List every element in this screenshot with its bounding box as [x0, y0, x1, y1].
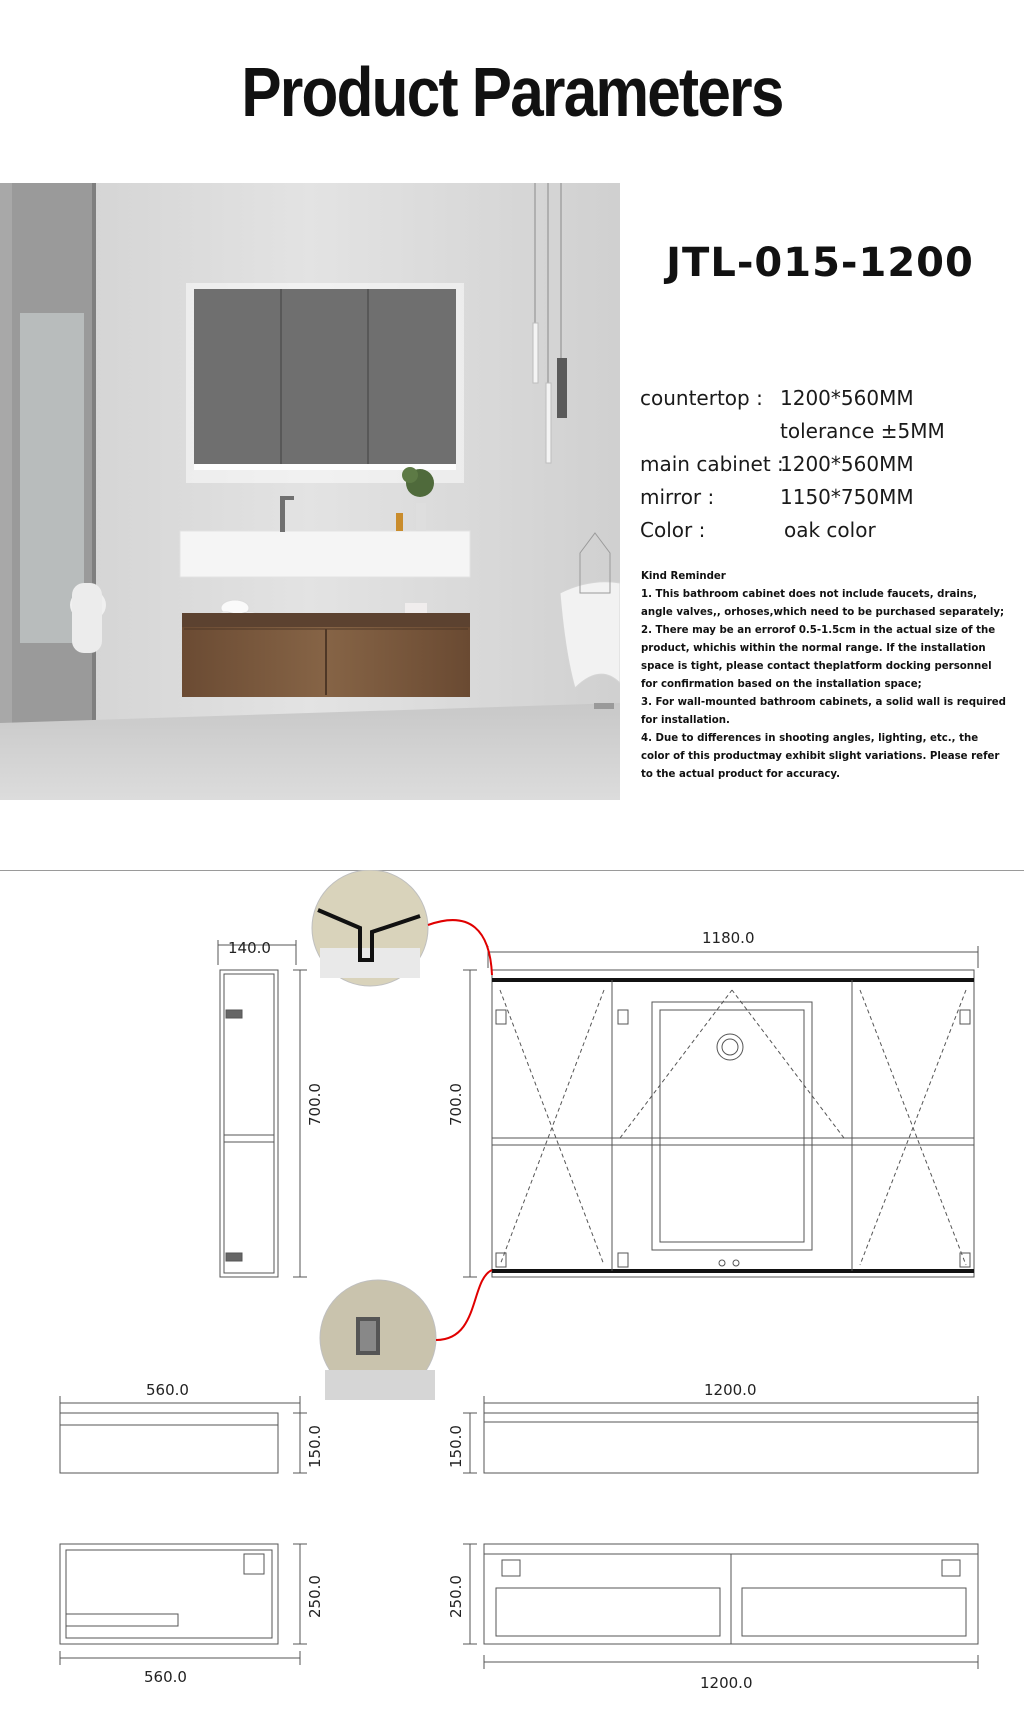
- dim-cabinet-width: 1200.0: [700, 1674, 753, 1692]
- spec-label: countertop :: [640, 386, 763, 410]
- callout-line-top: [428, 920, 492, 975]
- detail-circle-bottom: [320, 1280, 436, 1400]
- countertop: [180, 531, 470, 577]
- dim-cabinet-height-side: 250.0: [306, 1575, 324, 1618]
- spec-value: oak color: [784, 518, 876, 542]
- faucet: [280, 496, 285, 532]
- spec-label: main cabinet :: [640, 452, 784, 476]
- toilet: [72, 583, 102, 653]
- speaker-icon: [717, 1034, 743, 1060]
- mirror-cabinet: [194, 289, 456, 464]
- spec-label: Color :: [640, 518, 706, 542]
- dim-cabinet-height-front: 250.0: [447, 1575, 465, 1618]
- countertop-front-view: [463, 1396, 978, 1473]
- spec-value: tolerance ±5MM: [780, 419, 945, 443]
- dim-countertop-height-front: 150.0: [447, 1425, 465, 1468]
- callout-line-bottom: [436, 1270, 492, 1340]
- spec-value: 1200*560MM: [780, 452, 914, 476]
- reminder-item: 1. This bathroom cabinet does not include faucets, drains, angle valves,, orhoses,which need to be purchased separately;: [641, 589, 1005, 618]
- technical-drawings: [0, 870, 1024, 1734]
- dim-mirror-width: 1180.0: [702, 929, 755, 947]
- cabinet-front-view: [463, 1544, 978, 1669]
- mirror-front-view: [463, 946, 978, 1277]
- reminder-item: 2. There may be an errorof 0.5-1.5cm in the actual size of the product, whichis within the normal range. If the installation space is tight, please contact theplatform docking personnel for confirmation based on the installation space;: [641, 625, 996, 690]
- dim-mirror-height-side: 700.0: [306, 1083, 324, 1126]
- model-number: JTL-015-1200: [666, 240, 974, 286]
- dim-cabinet-depth: 560.0: [144, 1668, 187, 1686]
- pendant-light: [546, 383, 551, 463]
- dim-countertop-depth: 560.0: [146, 1381, 189, 1399]
- spec-label: mirror :: [640, 485, 715, 509]
- product-photo: [0, 183, 620, 800]
- spec-value: 1200*560MM: [780, 386, 914, 410]
- page-title: Product Parameters: [241, 53, 783, 131]
- cabinet-side-view: [60, 1544, 307, 1665]
- reminder-item: 3. For wall-mounted bathroom cabinets, a solid wall is required for installation.: [641, 697, 1006, 726]
- kind-reminder: [641, 568, 1006, 784]
- dim-mirror-depth: 140.0: [228, 939, 271, 957]
- countertop-side-view: [60, 1396, 307, 1473]
- mirror-side-view: [218, 940, 307, 1277]
- dim-countertop-width: 1200.0: [704, 1381, 757, 1399]
- reminder-heading: Kind Reminder: [641, 571, 726, 582]
- dim-mirror-height-front: 700.0: [447, 1083, 465, 1126]
- dim-countertop-height-side: 150.0: [306, 1425, 324, 1468]
- detail-circle-top: [312, 870, 428, 986]
- spec-value: 1150*750MM: [780, 485, 914, 509]
- reminder-item: 4. Due to differences in shooting angles, lighting, etc., the color of this productmay exhibit slight variations. Please refer to the actual product for accuracy.: [641, 733, 1000, 780]
